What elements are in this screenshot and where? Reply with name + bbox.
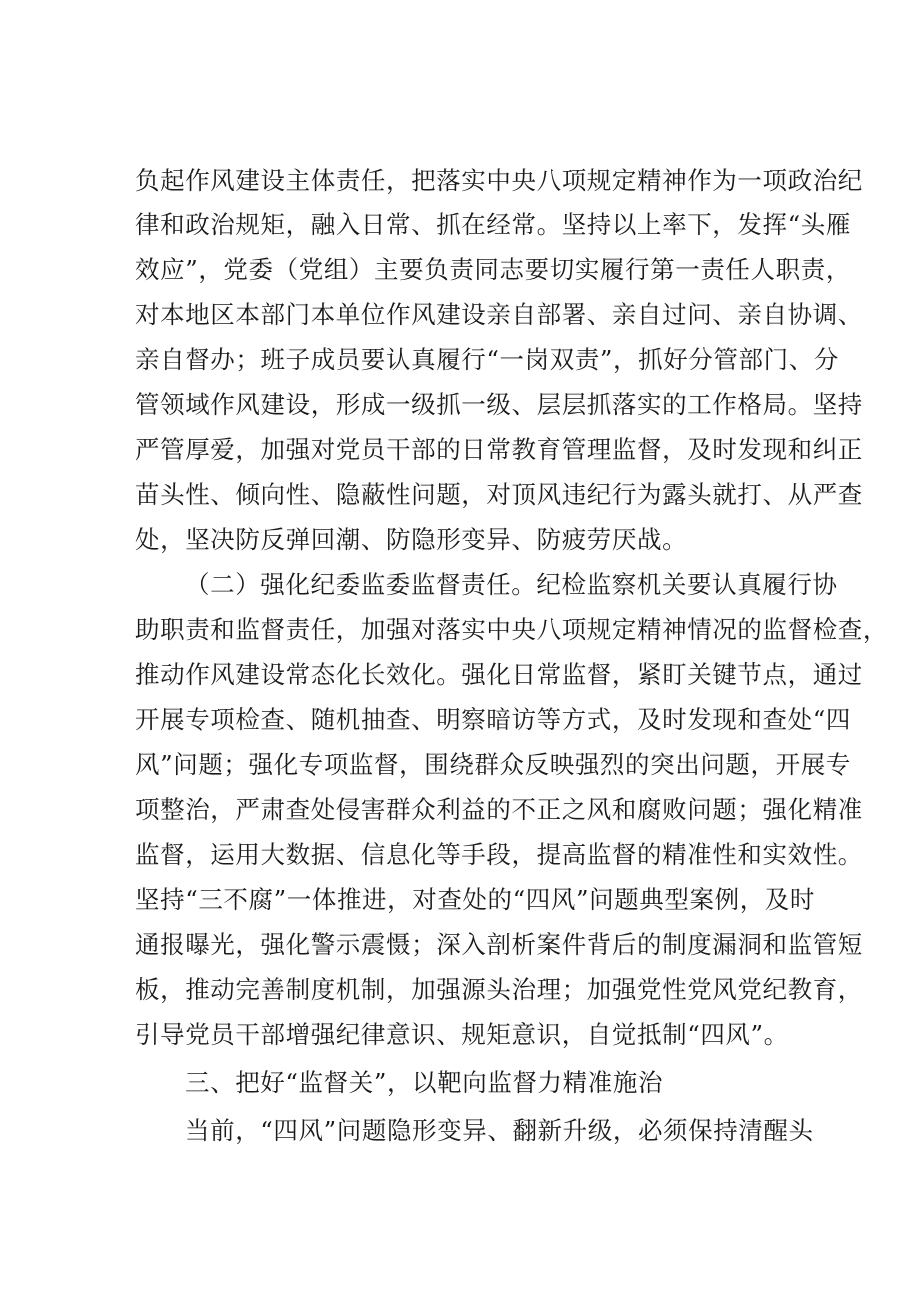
text-line: 严管厚爱，加强对党员干部的日常教育管理监督，及时发现和纠正 xyxy=(135,435,863,464)
section-heading-3: 三、把好“监督关”，以靶向监督力精准施治 xyxy=(185,1068,664,1097)
text-line: 板，推动完善制度机制，加强源头治理；加强党性党风党纪教育， xyxy=(135,975,863,1004)
text-line: 处，坚决防反弹回潮、防隐形变异、防疲劳厌战。 xyxy=(135,525,688,554)
text-line: 对本地区本部门本单位作风建设亲自部署、亲自过问、亲自协调、 xyxy=(135,300,863,329)
text-line: 亲自督办；班子成员要认真履行“一岗双责”，抓好分管部门、分 xyxy=(135,345,839,374)
text-line: 坚持“三不腐”一体推进，对查处的“四风”问题典型案例，及时 xyxy=(135,885,815,914)
text-line: 风”问题；强化专项监督，围绕群众反映强烈的突出问题，开展专 xyxy=(135,750,851,779)
text-line: 开展专项检查、随机抽查、明察暗访等方式，及时发现和查处“四 xyxy=(135,705,851,734)
text-line: 管领域作风建设，形成一级抓一级、层层抓落实的工作格局。坚持 xyxy=(135,390,863,419)
text-line: 负起作风建设主体责任，把落实中央八项规定精神作为一项政治纪 xyxy=(135,166,863,195)
text-line: 引导党员干部增强纪律意识、规矩意识，自觉抵制“四风”。 xyxy=(135,1020,789,1049)
text-line: 监督，运用大数据、信息化等手段，提高监督的精准性和实效性。 xyxy=(135,840,863,869)
text-line: 通报曝光，强化警示震慑；深入剖析案件背后的制度漏洞和监管短 xyxy=(135,930,863,959)
section-heading-2: （二）强化纪委监委监督责任。纪检监察机关要认真履行协 xyxy=(185,570,838,599)
text-line: 项整治，严肃查处侵害群众利益的不正之风和腐败问题；强化精准 xyxy=(135,795,863,824)
text-line: 苗头性、倾向性、隐蔽性问题，对顶风违纪行为露头就打、从严查 xyxy=(135,480,863,509)
text-line: 律和政治规矩，融入日常、抓在经常。坚持以上率下，发挥“头雁 xyxy=(135,210,851,239)
text-line: 推动作风建设常态化长效化。强化日常监督，紧盯关键节点，通过 xyxy=(135,660,863,689)
text-line: 助职责和监督责任，加强对落实中央八项规定精神情况的监督检查， xyxy=(135,615,888,644)
text-line: 效应”，党委（党组）主要负责同志要切实履行第一责任人职责， xyxy=(135,255,851,284)
text-line: 当前，“四风”问题隐形变异、翻新升级，必须保持清醒头 xyxy=(185,1116,814,1145)
